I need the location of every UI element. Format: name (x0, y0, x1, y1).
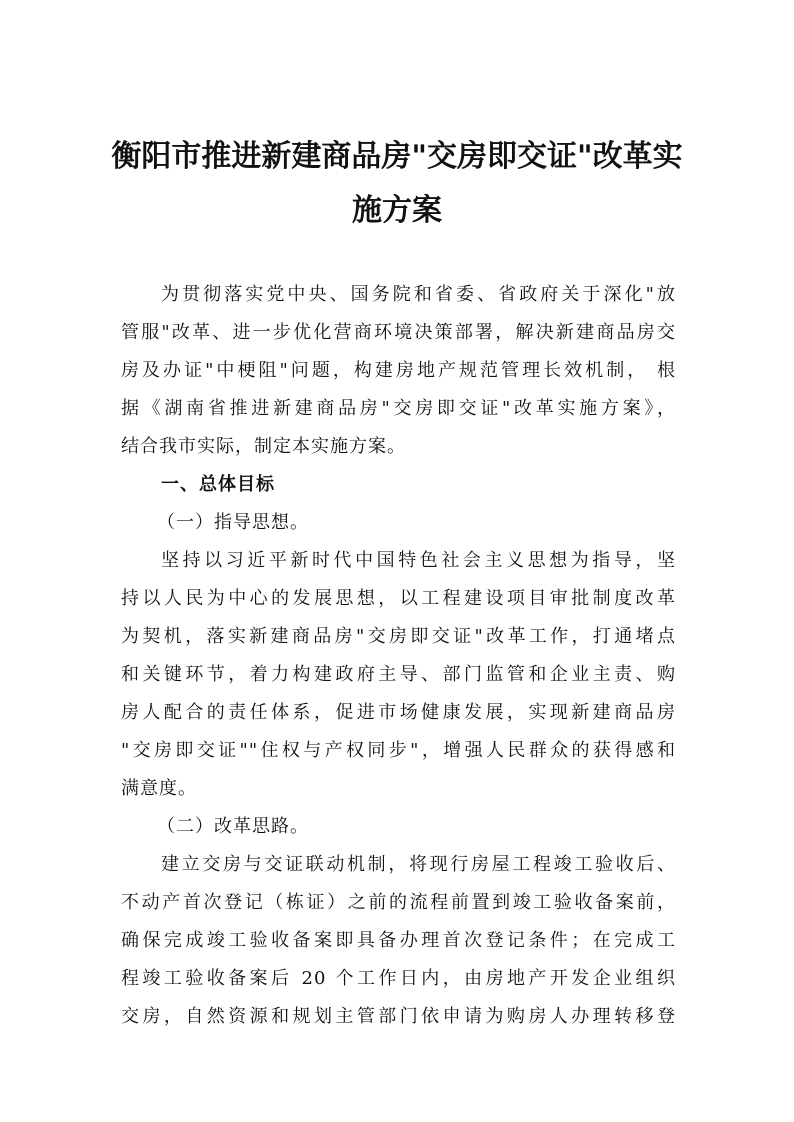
document-title-line-2: 施方案 (352, 193, 442, 228)
intro-line-1: 为贯彻落实党中央、国务院和省委、省政府关于深化"放 (161, 284, 676, 305)
guiding-thought-line-2: 持以人民为中心的发展思想，以工程建设项目审批制度改革 (121, 588, 676, 609)
document-title-line-1: 衡阳市推进新建商品房"交房即交证"改革实 (111, 139, 683, 174)
reform-idea-line-2: 不动产首次登记（栋证）之前的流程前置到竣工验收备案前， (121, 892, 676, 913)
intro-line-2: 管服"改革、进一步优化营商环境决策部署，解决新建商品房交 (121, 322, 676, 343)
intro-line-4: 据《湖南省推进新建商品房"交房即交证"改革实施方案》， (121, 398, 676, 419)
guiding-thought-line-5: 房人配合的责任体系，促进市场健康发展，实现新建商品房 (121, 702, 676, 723)
reform-idea-line-5: 交房，自然资源和规划主管部门依申请为购房人办理转移登 (121, 1006, 676, 1027)
reform-idea-line-3: 确保完成竣工验收备案即具备办理首次登记条件；在完成工 (121, 930, 676, 951)
section-heading-1: 一、总体目标 (161, 474, 275, 495)
subsection-heading-2: （二）改革思路。 (157, 816, 309, 837)
reform-idea-line-1: 建立交房与交证联动机制，将现行房屋工程竣工验收后、 (161, 854, 676, 875)
intro-line-3: 房及办证"中梗阻"问题，构建房地产规范管理长效机制， 根 (121, 360, 676, 381)
guiding-thought-line-4: 和关键环节，着力构建政府主导、部门监管和企业主责、购 (121, 664, 676, 685)
intro-line-5: 结合我市实际，制定本实施方案。 (121, 436, 406, 457)
guiding-thought-line-6: "交房即交证""住权与产权同步"，增强人民群众的获得感和 (121, 740, 676, 761)
guiding-thought-line-3: 为契机，落实新建商品房"交房即交证"改革工作，打通堵点 (121, 626, 676, 647)
reform-idea-line-4: 程竣工验收备案后 20 个工作日内，由房地产开发企业组织 (121, 968, 676, 989)
guiding-thought-line-7: 满意度。 (121, 778, 197, 799)
subsection-heading-1: （一）指导思想。 (157, 512, 309, 533)
guiding-thought-line-1: 坚持以习近平新时代中国特色社会主义思想为指导，坚 (161, 550, 676, 571)
